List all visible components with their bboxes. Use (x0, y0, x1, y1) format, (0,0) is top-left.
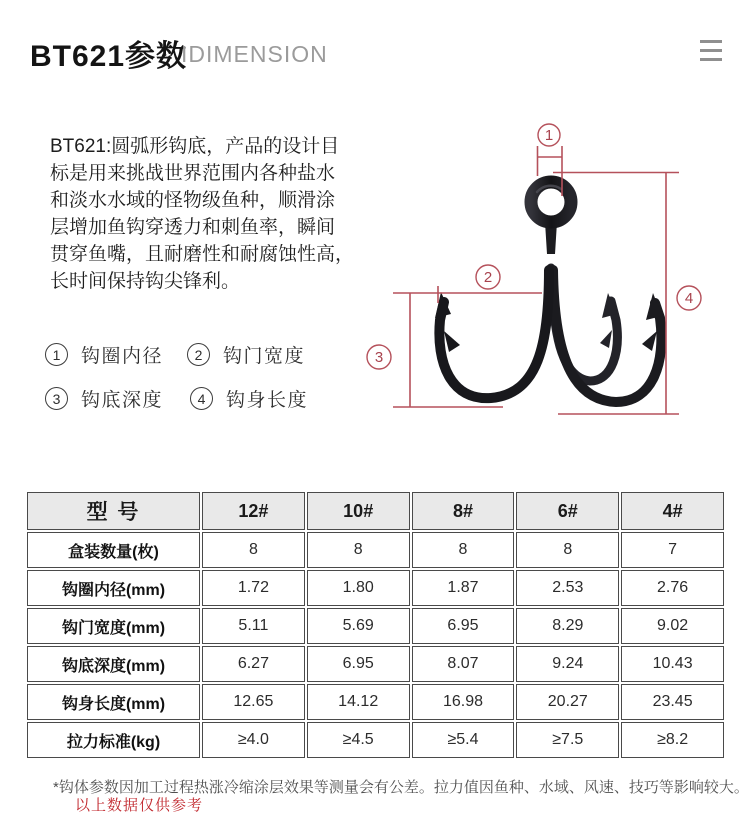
table-row-pull-strength (27, 722, 724, 758)
badge-number-3: 3 (374, 349, 384, 366)
table-header-size: 8# (412, 492, 515, 530)
value-cell: ≥5.4 (412, 722, 515, 758)
value-cell: 5.69 (307, 608, 410, 644)
value-cell: ≥8.2 (621, 722, 724, 758)
table-row-bottom-depth (27, 646, 724, 682)
value-cell: 9.02 (621, 608, 724, 644)
value-cell: 12.65 (202, 684, 305, 720)
value-cell: ≥4.0 (202, 722, 305, 758)
value-cell: 9.24 (516, 646, 619, 682)
table-header-size: 6# (516, 492, 619, 530)
row-label-cell: 盒装数量(枚) (27, 532, 200, 568)
hamburger-menu-icon[interactable] (700, 40, 722, 61)
row-label-cell: 钩圈内径(mm) (27, 570, 200, 606)
page-title: BT621参数 (30, 40, 188, 73)
legend-item-gap-width (187, 341, 305, 368)
value-cell: ≥4.5 (307, 722, 410, 758)
value-cell: 2.53 (516, 570, 619, 606)
value-cell: 20.27 (516, 684, 619, 720)
table-header-model: 型 号 (27, 492, 200, 530)
menu-bar (700, 40, 722, 43)
hook-middle-barb (600, 330, 612, 348)
legend-number-badge: 2 (187, 343, 210, 366)
table-header-size: 4# (621, 492, 724, 530)
value-cell: 6.95 (307, 646, 410, 682)
value-cell: 16.98 (412, 684, 515, 720)
description-line: BT621:圆弧形钩底，产品的设计目 (50, 136, 340, 157)
description-line: 标是用来挑战世界范围内各种盐水 (50, 163, 336, 184)
value-cell: 2.76 (621, 570, 724, 606)
table-header-size: 12# (202, 492, 305, 530)
value-cell: 10.43 (621, 646, 724, 682)
product-description (50, 133, 354, 295)
row-label-cell: 钩底深度(mm) (27, 646, 200, 682)
value-cell: 23.45 (621, 684, 724, 720)
value-cell: 1.80 (307, 570, 410, 606)
legend-number-badge: 3 (45, 387, 68, 410)
table-row-gap-width (27, 608, 724, 644)
legend-label: 钩门宽度 (223, 346, 306, 367)
legend-label: 钩身长度 (226, 390, 309, 411)
value-cell: 8 (516, 532, 619, 568)
value-cell: 8 (307, 532, 410, 568)
hook-left-barb (444, 331, 460, 352)
legend-item-body-length (190, 385, 308, 412)
table-row-box-quantity (27, 532, 724, 568)
hook-diagram (360, 100, 750, 450)
legend-item-bottom-depth (45, 385, 163, 412)
legend-number-badge: 1 (45, 343, 68, 366)
legend-label: 钩圈内径 (81, 346, 164, 367)
description-line: 贯穿鱼嘴，且耐磨性和耐腐蚀性高， (50, 244, 355, 265)
value-cell: 7 (621, 532, 724, 568)
table-header-row (27, 492, 724, 530)
hook-eye-ring (531, 182, 571, 222)
row-label-cell: 拉力标准(kg) (27, 722, 200, 758)
hook-left-bend (439, 270, 549, 398)
measurement-badges (367, 124, 701, 369)
page-subtitle: IDIMENSION (181, 41, 328, 67)
menu-bar (700, 58, 722, 61)
description-line: 长时间保持钩尖锋利。 (50, 271, 241, 292)
treble-hook-illustration (435, 182, 662, 402)
table-header-size: 10# (307, 492, 410, 530)
legend-item-ring-diameter (45, 341, 163, 368)
footnote-reference-only: 以上数据仅供参考 (75, 797, 204, 814)
value-cell: 8 (202, 532, 305, 568)
hook-right-barb (642, 331, 657, 351)
table-row-ring-diameter (27, 570, 724, 606)
value-cell: 8.07 (412, 646, 515, 682)
value-cell: 5.11 (202, 608, 305, 644)
footnote-disclaimer: *钩体参数因加工过程热涨冷缩涂层效果等测量会有公差。拉力值因鱼种、水域、风速、技巧等影响较大。 (53, 779, 749, 796)
badge-number-2: 2 (483, 269, 493, 286)
legend-number-badge: 4 (190, 387, 213, 410)
description-line: 和淡水水域的怪物级鱼种，顺滑涂 (50, 190, 336, 211)
description-line: 层增加鱼钩穿透力和刺鱼率，瞬间 (50, 217, 336, 238)
menu-bar (700, 49, 722, 52)
value-cell: 1.72 (202, 570, 305, 606)
spec-table (25, 490, 726, 760)
row-label-cell: 钩门宽度(mm) (27, 608, 200, 644)
value-cell: 6.95 (412, 608, 515, 644)
row-label-cell: 钩身长度(mm) (27, 684, 200, 720)
value-cell: 1.87 (412, 570, 515, 606)
value-cell: 8.29 (516, 608, 619, 644)
table-row-body-length (27, 684, 724, 720)
legend-label: 钩底深度 (81, 390, 164, 411)
value-cell: 8 (412, 532, 515, 568)
badge-number-4: 4 (684, 290, 694, 307)
value-cell: 14.12 (307, 684, 410, 720)
badge-number-1: 1 (544, 127, 554, 144)
value-cell: 6.27 (202, 646, 305, 682)
value-cell: ≥7.5 (516, 722, 619, 758)
